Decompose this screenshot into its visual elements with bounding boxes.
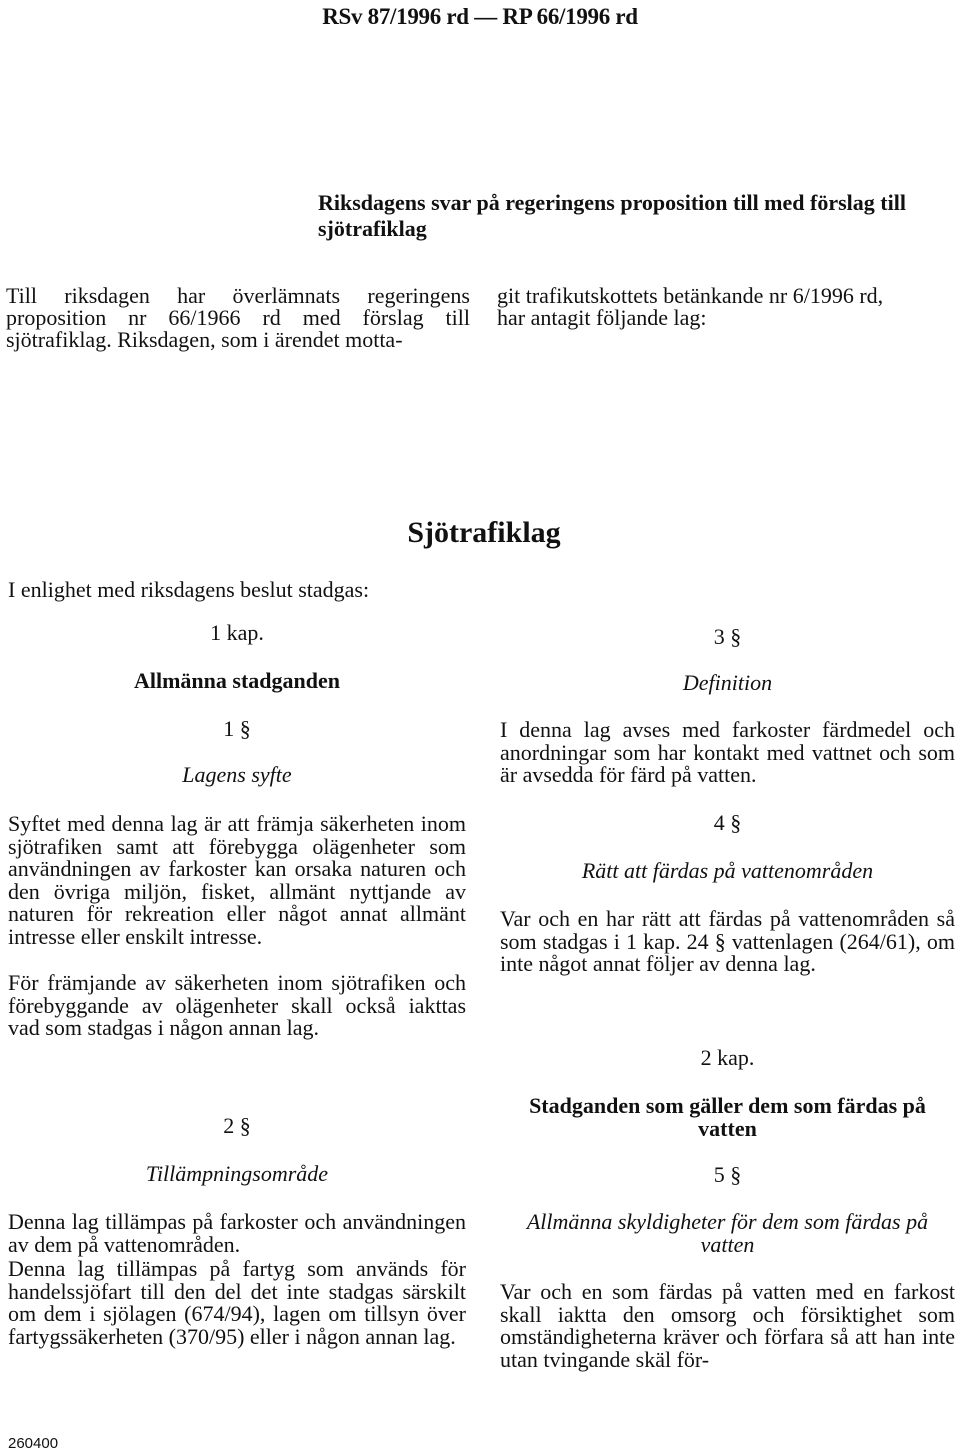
intro-right: [497, 285, 955, 329]
section-2-paragraph-2: Denna lag tillämpas på fartyg som används för handelssjöfart till den del det inte stadgas särskilt om dem i sjölagen (674/94), lagen om tillsyn över fartygssäkerheten (370/95) eller i någon annan lag.: [8, 1256, 466, 1349]
intro-right-line: git trafikutskottets betänkande nr 6/1996 rd,: [497, 283, 884, 308]
intro-left-line: proposition nr 66/1966 rd med förslag till: [6, 305, 470, 330]
section-2-number: 2 §: [223, 1113, 251, 1138]
page-code: 260400: [8, 1435, 59, 1452]
section-3-paragraph-1: I denna lag avses med farkoster färdmedel och anordningar som har kontakt med vattnet och som är avsedda för färd på vatten.: [500, 717, 955, 788]
section-1-paragraph-1: Syftet med denna lag är att främja säkerheten inom sjötrafiken samt att förebygga olägenheter som användningen av farkoster kan orsaka naturen och den övriga miljön, fisket, allmänt nyttjande av naturen för rekreation eller något annat allmänt intresse eller enskilt intresse.: [8, 811, 466, 949]
section-1-title: Lagens syfte: [182, 762, 292, 787]
chapter-2-number: 2 kap.: [700, 1045, 755, 1070]
law-title: Sjötrafiklag: [407, 516, 561, 549]
section-4-title: Rätt att färdas på vattenområden: [581, 858, 874, 883]
section-5-title: Allmänna skyldigheter för dem som färdas på vatten: [526, 1209, 929, 1257]
running-head: RSv 87/1996 rd — RP 66/1996 rd: [322, 4, 638, 29]
section-4-paragraph-1: Var och en har rätt att färdas på vattenområden så som stadgas i 1 kap. 24 § vattenlagen (264/61), om inte något annat följer av denna lag.: [500, 906, 955, 977]
chapter-1-number: 1 kap.: [210, 620, 264, 645]
intro-right-line: har antagit följande lag:: [497, 305, 707, 330]
section-3-number: 3 §: [713, 624, 742, 649]
answer-title: Riksdagens svar på regeringens proposition till med förslag till sjötrafiklag: [318, 190, 906, 241]
intro-left-line: sjötrafiklag. Riksdagen, som i ärendet motta-: [6, 327, 403, 352]
section-5-number: 5 §: [713, 1162, 742, 1187]
section-1-paragraph-2: För främjande av säkerheten inom sjötrafiken och förebyggande av olägenheter skall också iakttas vad som stadgas i någon annan lag.: [8, 970, 466, 1041]
section-3-title: Definition: [682, 670, 773, 695]
chapter-2-heading: Stadganden som gäller dem som färdas på vatten: [529, 1093, 926, 1141]
section-5-paragraph-1: Var och en som färdas på vatten med en farkost skall iaktta den omsorg och försiktighet som omständigheterna kräver och förfara så att han inte utan tvingande skäl för-: [500, 1279, 955, 1372]
section-4-number: 4 §: [713, 810, 742, 835]
section-2-paragraph-1: Denna lag tillämpas på farkoster och användningen av dem på vattenområden.: [8, 1209, 466, 1257]
intro-left-line: Till riksdagen har överlämnats regeringens: [6, 283, 470, 308]
section-1-number: 1 §: [223, 716, 251, 741]
intro-left: [6, 285, 470, 351]
chapter-1-heading: Allmänna stadganden: [133, 668, 340, 693]
section-2-title: Tillämpningsområde: [145, 1161, 329, 1186]
enactment-clause: I enlighet med riksdagens beslut stadgas:: [8, 577, 370, 602]
